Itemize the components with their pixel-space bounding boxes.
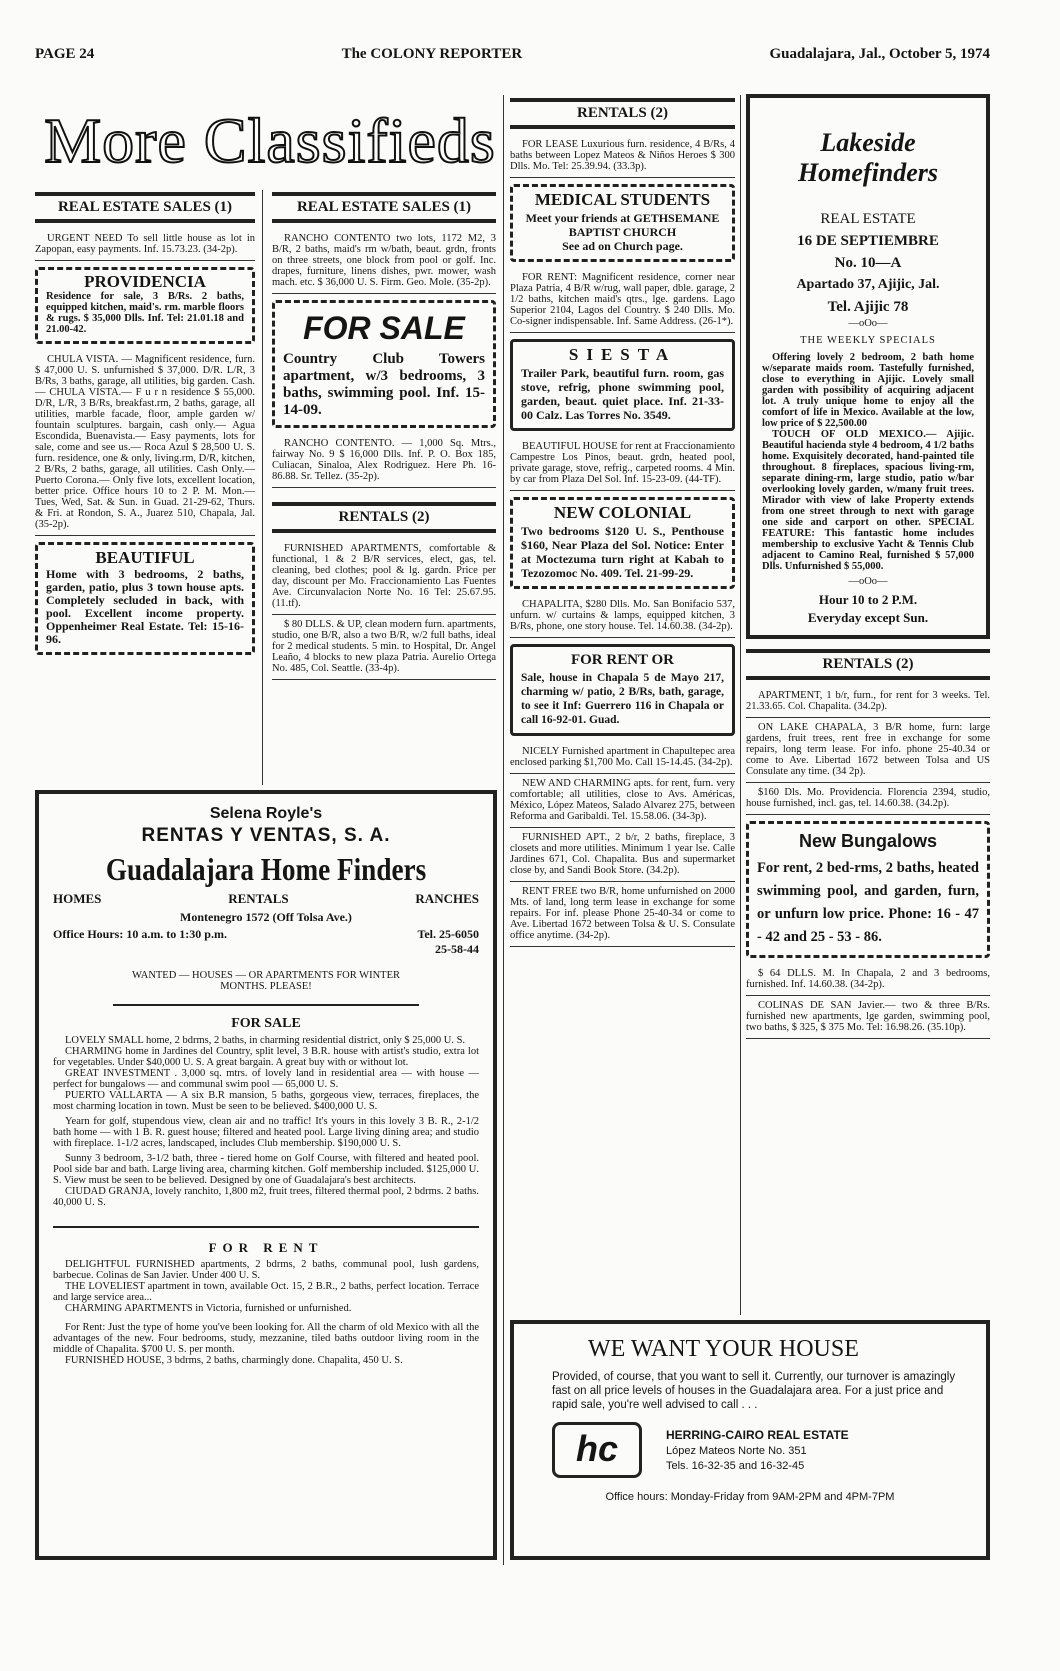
classified-ad: FURNISHED APT., 2 b/r, 2 baths, fireplace, 3 closets and more utilities. Minimum 1 year lse. Calle Jardines 671, Col. Chapalita. Bus and supermarket close by, and Sandi Book Store. (34.2p). — [510, 828, 735, 882]
ad-headline: WE WANT YOUR HOUSE — [588, 1336, 859, 1362]
classified-ad: RANCHO CONTENTO two lots, 1172 M2, 3 B/R, 2 baths, maid's rm w/bath, beaut. grdn, fronts on three streets, one block from pool or golf. Inc. drapes, furniture, linens dishes, pwr. mower, wash mach. etc. $ 36,000 U. S. Firm. Geo. Mole. (35-2p). — [272, 229, 496, 294]
herring-cairo-ad — [510, 1320, 990, 1560]
listing: For Rent: Just the type of home you've been looking for. All the charm of old Mexico with all the advantages of the new. Four bedrooms, study, mezzanine, tiled baths outdoor living room in the middle of Chapalita. $700 U. S. per month. — [53, 1322, 479, 1355]
listing: GREAT INVESTMENT . 3,000 sq. mtrs. of lovely land in residential area — with house — perfect for bungalows — and communal swim pool — 65,000 U. S. — [53, 1068, 479, 1090]
lakeside-logo: Lakeside Homefinders — [797, 128, 939, 187]
company-name: HERRING-CAIRO REAL ESTATE — [666, 1428, 849, 1442]
guadalajara-home-finders-ad — [35, 790, 497, 1560]
column-rule — [503, 95, 504, 1565]
classified-ad: BEAUTIFUL HOUSE for rent at Fraccionamiento Campestre Los Pinos, beaut. grdn, heated pool, private garage, stove, refrig., carpeted rooms. 4 Min. by car from Plaza Del Sol. Inf. 15-23-09. (44-TF). — [510, 437, 735, 491]
ad-title: New Bungalows — [798, 831, 937, 851]
company-logo: hc — [552, 1422, 642, 1478]
ad-body: Meet your friends at GETHSEMANE BAPTIST CHURCH — [525, 211, 720, 239]
service-homes: HOMES — [53, 891, 102, 906]
ad-body: Residence for sale, 3 B/Rs. 2 baths, equipped kitchen, maid's. rm. marble floors & rugs. $ 35,000 Dlls. Inf. Tel: 21.01.18 and 21.00-42. — [46, 291, 244, 335]
section-heading: RENTALS (2) — [272, 502, 496, 533]
listing: LOVELY SMALL home, 2 bdrms, 2 baths, in charming residential district, only $ 25,000 U. S. — [65, 1035, 466, 1046]
company-address: López Mateos Norte No. 351 — [666, 1445, 807, 1457]
classified-ad: FURNISHED APARTMENTS, comfortable & functional, 1 & 2 B/R services, elect, gas, tel. cleaning, bed clothes; pool & lg. gardn. Price per day, discount per Mo. Fraccionamiento Las Fuentes Ave. Circunvalacion Norte No. 16 Tel: 25.67.95. (11.tf). — [272, 539, 496, 615]
service-list — [53, 890, 479, 908]
ad-body: Country Club Towers apartment, w/3 bedrooms, 3 baths, swimming pool. Inf. 15-14-09. — [283, 351, 485, 418]
page-number: PAGE 24 — [35, 46, 95, 62]
listing: CHARMING APARTMENTS in Victoria, furnished or unfurnished. — [65, 1303, 352, 1314]
classified-ad: FOR RENT: Magnificent residence, corner near Plaza Patria, 4 B/R w/rug, wall paper, dble. garage, 2 1/2 baths, kitchen maid's qtrs., lge. gardens. Lago Superior 2104, Lagos del Country. $ 240 Dlls. Mo. Co-signer indispensable. Inf. Same Address. (26-1*). — [510, 268, 735, 333]
ad-title: NEW COLONIAL — [553, 503, 692, 522]
classified-ad: COLINAS DE SAN Javier.— two & three B/Rs. furnished new apartments, lge garden, swimming pool, two baths, $ 325, $ 375 Mo. Tel: 16.98.26. (35.10p). — [746, 996, 990, 1039]
boxed-ad-beautiful — [35, 542, 255, 655]
ad-body: Provided, of course, that you want to sell it. Currently, our turnover is amazingly fast on all price levels of houses in the Guadalajara area. For a just price and rapid sale, you're well advised to call . . . — [552, 1371, 956, 1411]
office-hours: Hour 10 to 2 P.M. — [818, 592, 918, 607]
column-3 — [510, 94, 735, 947]
page-header — [35, 46, 990, 63]
classified-ad: FOR LEASE Luxurious furn. residence, 4 B/Rs, 4 baths between Lopez Mateos & Niños Heroes $ 300 Dlls. Mo. Tel: 25.39.94. (33.3p). — [510, 135, 735, 178]
dateline: Guadalajara, Jal., October 5, 1974 — [769, 46, 990, 62]
ad-body: Two bedrooms $120 U. S., Penthouse $160, Near Plaza del Sol. Notice: Enter at Moctezuma turn right at Kabah to Tezozomoc No. 409. Tel. 21-99-29. — [521, 524, 724, 580]
section-heading: REAL ESTATE SALES (1) — [35, 192, 255, 223]
ad-title: SIESTA — [568, 345, 677, 364]
ad-line: RENTAS Y VENTAS, S. A. — [141, 825, 391, 846]
section-title: More Classifieds — [44, 105, 496, 176]
ad-title: PROVIDENCIA — [84, 272, 206, 291]
classified-ad: ON LAKE CHAPALA, 3 B/R home, furn: large gardens, fruit trees, rent free in exchange for some repairs, long term lease. For info. phone 25-40.34 or come to Ave. Libertad 1672 between Tolsa and US Consulate any time. (34 2p). — [746, 718, 990, 783]
ad-line: Tel. Ajijic 78 — [827, 299, 909, 315]
office-days: Everyday except Sun. — [807, 610, 929, 625]
classified-ad: $160 Dls. Mo. Providencia. Florencia 2394, studio, house furnished, incl. gas, tel. 14.60.38. (34.2p). — [746, 783, 990, 815]
classified-ad: RANCHO CONTENTO. — 1,000 Sq. Mtrs., fairway No. 9 $ 16,000 Dlls. Inf. P. O. Box 185, Culiacan, Sinaloa, Alex Rodriguez. Here Ph. 16-86.88. Sr. Tellez. (35-2p). — [272, 434, 496, 488]
boxed-ad-providencia — [35, 267, 255, 344]
classified-ad: RENT FREE two B/R, home unfurnished on 2000 Mts. of land, long term lease in exchange for some repairs. For inf. please Phone 25-40-34 or come to Ave. Libertad 1672 between Tolsa & U. S. Consulate office anytime. (34-2p). — [510, 882, 735, 947]
ad-line: REAL ESTATE — [820, 211, 916, 227]
company-block — [528, 1422, 972, 1478]
ad-title: BEAUTIFUL — [95, 548, 195, 567]
classified-ad: URGENT NEED To sell little house as lot in Zapopan, easy payments. Inf. 15.73.23. (34-2p). — [35, 229, 255, 261]
ad-line: Selena Royle's — [209, 805, 323, 822]
section-heading: RENTALS (2) — [510, 98, 735, 129]
listing: CHARMING home in Jardines del Country, split level, 3 B.R. house with artist's studio, extra lot for vegetables. Under $40,000 U. S. A great bargain. A great buy with or without lot. — [53, 1046, 479, 1068]
classified-ad: CHAPALITA, $280 Dlls. Mo. San Bonifacio 537, unfurn. w/ curtains & lamps, equipped kitchen, 3 B/Rs, phone, one story house. Tel. 14.60.38. (34-2p). — [510, 595, 735, 638]
ad-footer: See ad on Church page. — [562, 239, 683, 253]
lakeside-homefinders-ad — [746, 94, 990, 639]
company-phones: Tels. 16-32-35 and 16-32-45 — [666, 1460, 805, 1472]
classified-ad: APARTMENT, 1 b/r, furn., for rent for 3 weeks. Tel. 21.33.65. Col. Chapalita. (34.2p). — [746, 686, 990, 718]
for-sale-heading: FOR SALE — [231, 1016, 301, 1031]
service-ranches: RANCHES — [415, 891, 479, 906]
section-heading: REAL ESTATE SALES (1) — [272, 192, 496, 223]
boxed-ad-for-rent-or-sale — [510, 644, 735, 736]
ad-body: For rent, 2 bed-rms, 2 baths, heated swimming pool, and garden, furn, or unfurn low price. Phone: 16 - 47 - 42 and 25 - 53 - 86. — [757, 860, 979, 945]
section-heading: RENTALS (2) — [746, 649, 990, 680]
column-rule — [262, 190, 263, 785]
listing: THE LOVELIEST apartment in town, available Oct. 15, 2 B.R., 2 baths, perfect location. Terrace and large service area... — [53, 1281, 479, 1303]
ad-title: FOR SALE — [303, 310, 465, 346]
wanted-notice: WANTED — HOUSES — OR APARTMENTS FOR WINTER MONTHS. PLEASE! — [113, 970, 419, 1006]
separator: —oOo— — [848, 576, 888, 587]
special-listing: Offering lovely 2 bedroom, 2 bath home w/separate maids room. Tastefully furnished, close to everything in Ajijic. Lovely small garden with possibility of acquiring adjacent lot. A truly unique home to enjoy all the comfort of life in Mexico. Available at the low, low price of $ 22,500.00 — [762, 352, 974, 429]
classified-ad: $ 64 DLLS. M. In Chapala, 2 and 3 bedrooms, furnished. Inf. 14.60.38. (34-2p). — [746, 964, 990, 996]
separator: —oOo— — [848, 318, 888, 329]
for-rent-heading: FOR RENT — [53, 1226, 479, 1253]
listing: PUERTO VALLARTA — A six B.R mansion, 5 baths, gorgeous view, terraces, fireplaces, the most charming location in town. Must be seen to be believed. $400,000 U. S. — [53, 1090, 479, 1112]
ad-body: Trailer Park, beautiful furn. room, gas stove, refrig, phone swimming pool, garden, beaut. quiet place. Inf. 21-33-00 Calz. Las Torres No. 3549. — [521, 366, 724, 422]
ad-body: Sale, house in Chapala 5 de Mayo 217, charming w/ patio, 2 B/Rs, bath, garage, to see it Inf: Guerrero 116 in Chapala or call 16-92-01. Guad. — [521, 672, 724, 726]
ad-headline: Guadalajara Home Finders — [105, 851, 427, 887]
ad-title: FOR RENT OR — [570, 652, 675, 668]
company-info — [666, 1426, 849, 1474]
boxed-ad-new-colonial — [510, 497, 735, 589]
column-rule — [740, 95, 741, 1315]
boxed-ad-new-bungalows — [746, 821, 990, 958]
listing: DELIGHTFUL FURNISHED apartments, 2 bdrms, 2 baths, communal pool, lush gardens, barbecue. Colinas de San Javier. Under 400 U. S. — [53, 1259, 479, 1281]
classified-ad: $ 80 DLLS. & UP, clean modern furn. apartments, studio, one B/R, also a two B/R, w/2 full baths, ideal for 2 medical students. 5 min. to Hospital, Dr. Angel Leaño, 4 blocks to new plaza Patria. Aurelio Ortega No. 485, Col. Seattle. (33-4p). — [272, 615, 496, 680]
newspaper-name: The COLONY REPORTER — [341, 46, 523, 62]
hours-row — [53, 926, 479, 942]
boxed-ad-siesta — [510, 339, 735, 431]
ad-line: 16 DE SEPTIEMBRE — [797, 233, 939, 249]
listing: FURNISHED HOUSE, 3 bdrms, 2 baths, charmingly done. Chapalita, 450 U. S. — [65, 1355, 403, 1366]
special-listing: TOUCH OF OLD MEXICO.— Ajijic. Beautiful hacienda style 4 bedroom, 4 1/2 baths home. Exquisitely decorated, hand-painted tile throughout. 8 fireplaces, spacious living-rm, separate dining-rm, large studio, patio w/bar overlooking lovely garden, w/many fruit trees. Mirador with view of lake Property extends from one street through to next with garage one side and carport on other. SPECIAL FEATURE: This fantastic home includes membership to exclusive Yacht & Tennis Club adjacent to Camino Real, furnished $ 57,000 Dlls. Unfurnished $ 55,000. — [762, 429, 974, 572]
service-rentals: RENTALS — [228, 891, 289, 906]
classified-ad: CHULA VISTA. — Magnificent residence, furn. $ 47,000 U. S. unfurnished $ 37,000. D/R. L/R, 3 B/Rs, 3 baths, garage, all utilities, big garden. Cash.— CHULA VISTA.— F u r n residence $ 55,000. D/R, L/R, 3 B/Rs, breakfast.rm, 2 baths, garage, all utilities, marble facade, floor, ample garden w/ fountain sculptures. bargain, cash only.— Agua Escondida, Buenavista.— Easy payments, lots for sale, come and see us.— Roca Azul $ 28,500 U. S. furn. residence, one & only, living.rm, D/R, kitchen, 2 B/Rs, 2 baths, garage, all utilities. Cash Only.— Puerto Corona.— Only five lots, excellent location, better price. Office hours 10 to 2 P. M. Mon.— Tues, Wed, Sat. & Sun. in Guad. 21-29-62, Thurs. & Fri. at Rondon, S. A., Juarez 510, Chapala, Jal. (35-2p). — [35, 350, 255, 536]
boxed-ad-medical-students — [510, 184, 735, 262]
column-1 — [35, 188, 255, 661]
phone: Tel. 25-6050 — [417, 927, 479, 941]
ad-line: Apartado 37, Ajijic, Jal. — [796, 277, 940, 292]
boxed-ad-for-sale — [272, 300, 496, 428]
column-4 — [746, 94, 990, 1039]
classified-ad: NICELY Furnished apartment in Chapultepec area enclosed parking $1,700 Mo. Call 15-14.45. (34-2p). — [510, 742, 735, 774]
listing: Sunny 3 bedroom, 3-1/2 bath, three - tiered home on Golf Course, with filtered and heated pool. Pool side bar and bath. Large living area, charming kitchen. Golf membership included. $125,000 U. S. View must be seen to be believed. Designed by one of Guadalajara's best architects. — [53, 1153, 479, 1186]
column-2 — [272, 188, 496, 680]
weekly-specials-heading: THE WEEKLY SPECIALS — [800, 335, 936, 346]
listing: Yearn for golf, stupendous view, clean air and no traffic! It's yours in this lovely 3 B. R., 2-1/2 bath home — with 1 B. R. guest house; filtered and heated pool. Large living dining area; and studio with fireplace. 1-1/2 acres, landscaped, includes Club membership. $190,000 U. S. — [53, 1116, 479, 1149]
office-hours: Office hours: Monday-Friday from 9AM-2PM and 4PM-7PM — [605, 1491, 895, 1503]
address: Montenegro 1572 (Off Tolsa Ave.) — [180, 910, 352, 924]
ad-body: Home with 3 bedrooms, 2 baths, garden, patio, plus 3 town house apts. Completely secluded in back, with pool. Excellent income property. Oppenheimer Real Estate. Tel: 15-16-96. — [46, 567, 244, 646]
phone-2: 25-58-44 — [435, 942, 479, 956]
ad-line: No. 10—A — [834, 255, 902, 271]
listing: CIUDAD GRANJA, lovely ranchito, 1,800 m2, fruit trees, filtered thermal pool, 2 bdrms. 2 baths. 40,000 U. S. — [53, 1186, 479, 1208]
office-hours: Office Hours: 10 a.m. to 1:30 p.m. — [53, 927, 227, 941]
classified-ad: NEW AND CHARMING apts. for rent, furn. very comfortable; all utilities, close to Avs. Américas, México, López Mateos, Salado Alvarez 275, between Reforma and Garibaldi. Tel. 15.58.06. (34-3p). — [510, 774, 735, 828]
ad-title: MEDICAL STUDENTS — [534, 190, 711, 209]
